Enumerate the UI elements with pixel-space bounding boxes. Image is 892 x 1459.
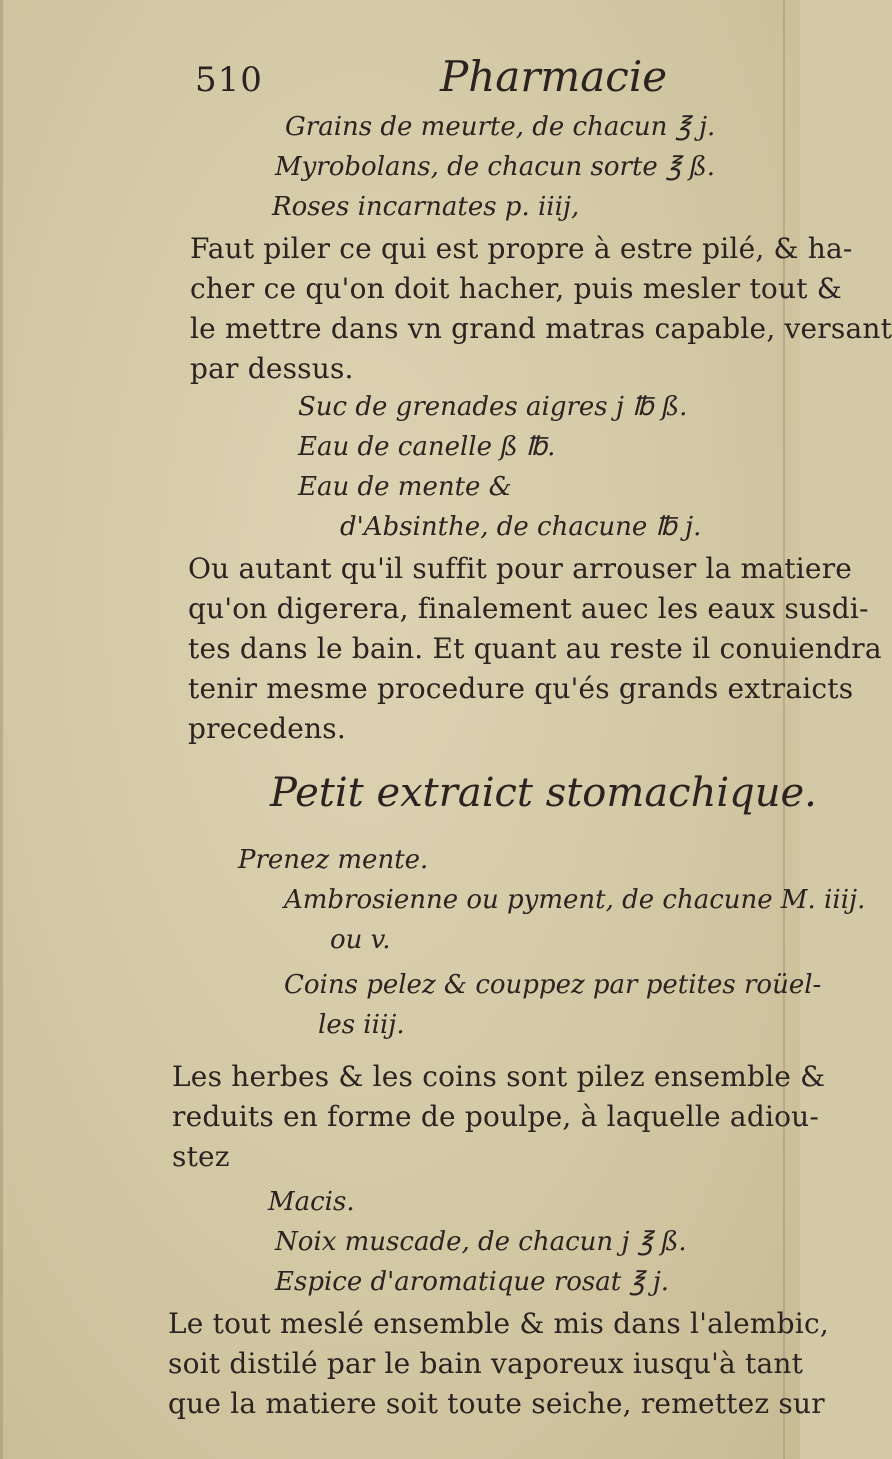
text-line: le mettre dans vn grand matras capable, versant	[190, 312, 892, 345]
text-line: Myrobolans, de chacun sorte ℥ ß.	[275, 152, 715, 182]
text-line: Faut piler ce qui est propre à estre pilé, & ha-	[190, 232, 853, 265]
text-line: les iiij.	[318, 1010, 405, 1040]
text-line: Macis.	[268, 1187, 355, 1217]
text-line: stez	[172, 1140, 230, 1173]
running-head: Pharmacie	[440, 52, 668, 101]
text-line: Suc de grenades aigres j ℔ ß.	[298, 392, 688, 422]
text-line: Noix muscade, de chacun j ℥ ß.	[275, 1227, 687, 1257]
text-line: ou v.	[330, 925, 391, 955]
text-line: precedens.	[188, 712, 346, 745]
text-line: Grains de meurte, de chacun ℥ j.	[285, 112, 716, 142]
text-line: reduits en forme de poulpe, à laquelle adiou-	[172, 1100, 820, 1133]
text-line: Coins pelez & couppez par petites roüel-	[284, 970, 822, 1000]
section-heading: Petit extraict stomachique.	[270, 770, 817, 816]
text-line: cher ce qu'on doit hacher, puis mesler tout &	[190, 272, 842, 305]
text-line: tenir mesme procedure qu'és grands extraicts	[188, 672, 854, 705]
text-line: Espice d'aromatique rosat ℥ j.	[275, 1267, 670, 1297]
text-line: Le tout meslé ensemble & mis dans l'alembic,	[168, 1307, 829, 1340]
page-header	[0, 52, 800, 108]
text-line: tes dans le bain. Et quant au reste il conuiendra	[188, 632, 882, 665]
page-edge	[783, 0, 785, 1459]
page-edge	[0, 0, 3, 1459]
text-line: Eau de mente &	[298, 472, 512, 502]
text-line: Ambrosienne ou pyment, de chacune M. iiij.	[284, 885, 866, 915]
text-line: qu'on digerera, finalement auec les eaux susdi-	[188, 592, 869, 625]
text-line: Les herbes & les coins sont pilez ensemble &	[172, 1060, 826, 1093]
text-line: Prenez mente.	[238, 845, 429, 875]
page-number: 510	[195, 60, 263, 100]
text-line: que la matiere soit toute seiche, remettez sur	[168, 1387, 825, 1420]
text-line: par dessus.	[190, 352, 354, 385]
text-line: Ou autant qu'il suffit pour arrouser la matiere	[188, 552, 853, 585]
text-line: Eau de canelle ß ℔.	[298, 432, 556, 462]
text-line: soit distilé par le bain vaporeux iusqu'à tant	[168, 1347, 804, 1380]
text-line: d'Absinthe, de chacune ℔ j.	[340, 512, 702, 542]
text-line: Roses incarnates p. iiij,	[272, 192, 580, 222]
